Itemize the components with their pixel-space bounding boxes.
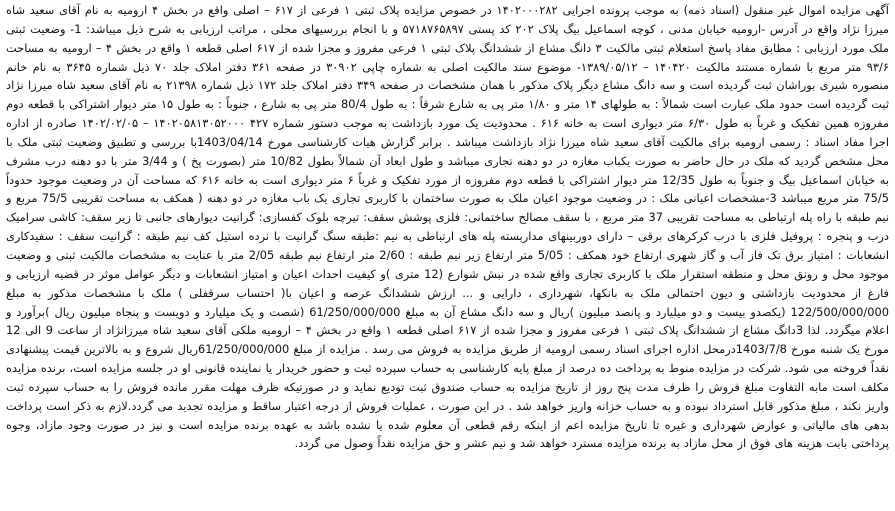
- auction-notice-body: آگهی مزایده اموال غیر منقول (اسناد ذمه) به موجب پرونده اجرایی ۱۴۰۲۰۰۰۲۸۲ در خصوص مزایده پلاک ثبتی ۱ فرعی از ۶۱۷ – اصلی واقع در بخش ۴ ارومیه به نام آقای سعید شاه میرزا نژاد واقع در آدرس -ارومیه خیابان مدنی ، کوچه اسماعیل بیگ پلاک ۲۰۲ کد پستی ۵۷۱۸۷۶۵۸۹۷ و با انجام بررسیهای محلی ، مراتب ارزیابی به شرح ذیل میباشد: 1- وضعیت ثبتی ملک مورد ارزیابی : مطابق مفاد پاسخ استعلام ثبتی مالکیت ۳ دانگ مشاع از ششدانگ پلاک ثبتی ۱ فرعی مفروز و مجزا شده از ۶۱۷ اصلی قطعه ۱ واقع در بخش ۴ – ارومیه به مساحت ۹۳/۶ متر مربع با شماره مستند مالکیت ۱۴۰۴۲۰ – ۱۳۸۹/۰۵/۱۲- موضوع سند مالکیت اصلی به شماره چاپی ۳۰۹۰۲ در صفحه ۳۶۱ دفتر املاک جلد ۷۰ ذیل شماره ۳۶۴۵ به نام خانم منصوره شیری بوراشان ثبت گردیده است و سه دانگ مشاع دیگر پلاک مذکور با همان مشخصات در صفحه ۳۴۹ دفتر املاک جلد ۱۷۲ ذیل شماره ۲۱۳۹۸ به نام آقای سعید شاه میرزا نژاد ثبت گردیده است حدود ملک عبارت است شمالاً : به طولهای ۱۴ متر و ۱/۸۰ متر پی به شارع شرقاً : به طول 80/4 متر پی به شارع ، جنوباً : به طول ۱۵ متر دیوار اشتراکی با قطعه دوم مفروزه همین تفکیک و غرباً به طول ۶/۳۰ متر دیواری است به خانه ۶۱۶ . محدودیت یک مورد بازداشت به موجب دستور شماره ۴۲۷ ۱۴۰۲۰۵۸۱۳۰۵۲۰۰۰ – ۱۴۰۲/۰۲/۰۵ صادره از اداره اجرا مفاد اسناد : رسمی ارومیه برای مالکیت آقای سعید شاه میرزا نژاد بازداشت میباشد . برابر گزارش هیات کارشناسی مورخ 1403/04/14با بررسی و تطبیق وضعیت ثبتی ملک با محل مشخص گردید که ملک در حال حاضر به صورت یکباب مغازه در دو دهنه تجاری میباشد و طول ابعاد آن شمالاً بطول 10/82 متر (بصورت پخ ) و 3/44 متر با دو دهنه درب مشرف به خیابان اسماعیل بیگ و جنوباً به طول 12/35 متر دیوار اشتراکی با قطعه دوم مفروزه از مورد تفکیک و غرباً ۶ متر دیواری است به خانه ۶۱۶ که مساحت آن در وضعیت موجود حدوداً 75/5 متر مربع میباشد 3-مشخصات اعیانی ملک : در وضعیت موجود اعیان ملک به صورت ساختمان با کاربری تجاری یک باب مغازه در دو دهنه ( همکف به مساحت تقریبی 75/5 مربع و نیم طبقه با راه پله ارتباطی به مساحت تقریبی 37 متر مربع ، با سقف مصالح ساختمانی: فلزی پوشش سقف: تیرچه بلوک کفسازی: گرانیت دیوارهای جانبی تا زیر سقف: کاشی سرامیک درب و پنجره : پروفیل فلزی با درب کرکرهای برقی – دارای دوربینهای مداربسته پله های ارتباطی به نیم :طبقه سنگ گرانیت با نرده استیل کف نیم طبقه : گرانیت سقف : سفیدکاری انشعابات : امتیاز برق تک فاز آب و گاز شهری ارتفاع خود همکف : 5/05 متر ارتفاع زیر نیم طبقه : 2/60 متر ارتفاع نیم طبقه 2/05 متر با عنایت به مشخصات مالکیت ثبتی و وضعیت موجود محل و رونق محل و منطقه استقرار ملک با کاربری تجاری واقع شده در نبش شوارع (12 متری )و کیفیت احداث اعیان و امتیاز انشعابات و دیگر عوامل موثر در قضیه ارزیابی و فارغ از محدودیت بازداشتی و دیون احتمالی ملک به بانکها، شهرداری ، دارایی و ... ارزش ششدانگ عرصه و اعیان با( احتساب سرقفلی ) ملک با مشخصات مذکور به مبلغ 122/500/000/000 (یکصدو بیست و دو میلیارد و پانصد میلیون )ریال و سه دانگ مشاع آن به مبلغ 61/250/000/000 (شصت و یک میلیارد و دویست و پنجاه میلیون ریال )برآورد و اعلام میگردد. لذا 3دانگ مشاع از ششدانگ پلاک ثبتی ۱ فرعی مفروز و مجزا شده از ۶۱۷ اصلی قطعه ۱ واقع در بخش ۴ – ارومیه ملکی آقای سعید شاه میرزانژاد از ساعت 9 الی 12 مورخ یک شنبه مورخ 1403/7/8درمحل اداره اجرای اسناد رسمی ارومیه از طریق مزایده به فروش می رسد . مزایده از مبلغ 61/250/000/000ریال شروع و به بالاترین قیمت پیشنهادی نقداً فروخته می شود. شرکت در مزایده منوط به پرداخت ده درصد از مبلغ پایه کارشناسی به حساب سپرده ثبت و حضور خریدار یا نماینده قانونی او در جلسه مزایده است، برنده مزایده مکلف است مابه التفاوت مبلغ فروش را ظرف مدت پنج روز از تاریخ مزایده به حساب صندوق ثبت تودیع نماید و در صورتیکه ظرف مهلت مقرر مانده فروش را به حساب سپرده ثبت واریز نکند ، مبلغ مذکور قابل استرداد نبوده و به حساب خزانه واریز خواهد شد . در این صورت ، عملیات فروش از درجه اعتبار ساقط و مزایده تجدید می گردد.لازم به ذکر است پرداخت بدهی های مالیاتی و عوارض شهرداری و غیره تا تاریخ مزایده اعم از اینکه رقم قطعی آن معلوم شده یا نشده باشد به عهده برنده مزایده است و نیز در صورت وجود مازاد، وجوه پرداختی بابت هزینه های فوق از محل مازاد به برنده مزایده مسترد خواهد شد و نیم عشر و حق مزایده نقداً وصول می گردد.: [6, 3, 890, 451]
